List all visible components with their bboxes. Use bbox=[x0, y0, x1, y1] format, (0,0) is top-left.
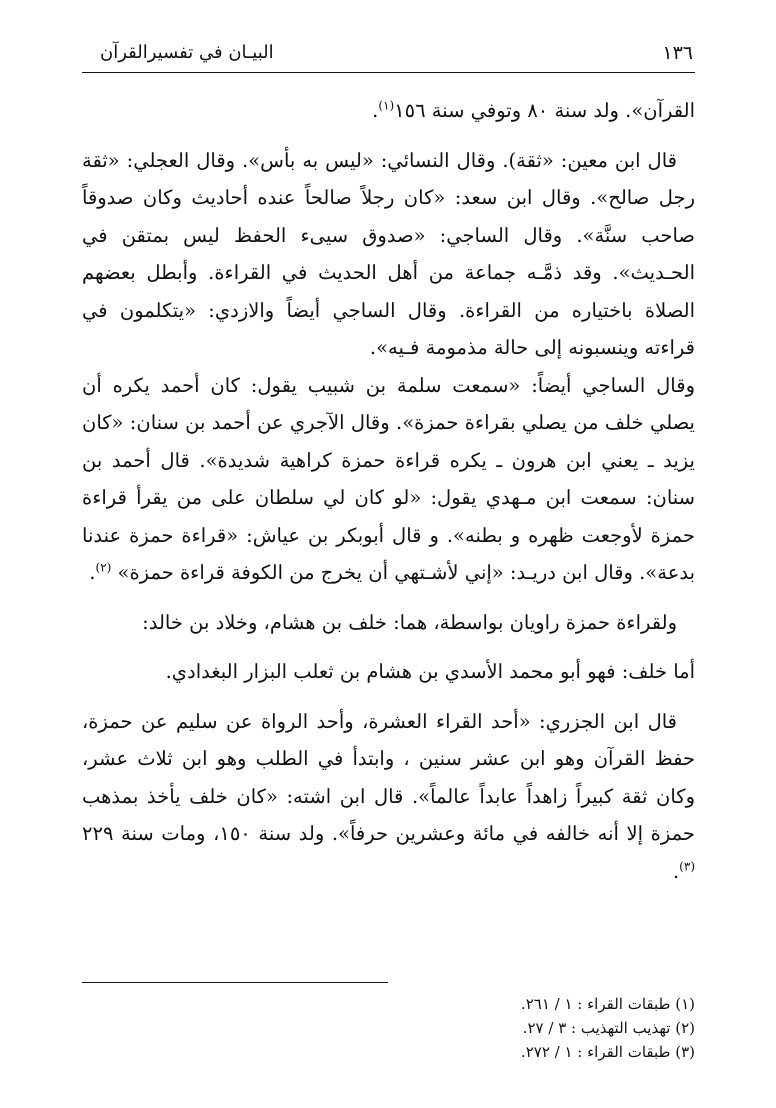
main-text bbox=[82, 92, 695, 890]
paragraph-1-text: القرآن». ولد سنة ٨٠ وتوفي سنة ١٥٦ bbox=[394, 99, 695, 122]
footnote-separator bbox=[82, 982, 388, 983]
footnote-ref-2: (٢) bbox=[95, 560, 112, 575]
paragraph-2-text: قال ابن معين: «ثقة). وقال النسائي: «ليس به بأس». وقال العجلي: «ثقة رجل صالح». وقال ابن سعد: «كان رجلاً صالحاً عنده أحاديث وكان صدوقاً صاحب سنَّة». وقال الساجي: «صدوق سيىء الحفظ ليس بمتقن في الحـديث». وقد ذمَّـه جماعة من أهل الحديث في القراءة. وأبطل بعضهم الصلاة باختياره من القراءة. وقال الساجي أيضاً والازدي: «يتكلمون في قراءته وينسبونه إلى حالة مذمومة فـيه». bbox=[82, 148, 695, 359]
footnotes bbox=[82, 992, 695, 1064]
running-head-title: البيـان في تفسيرالقرآن bbox=[100, 42, 274, 63]
footnote-2: (٢) تهذيب التهذيب : ٣ / ٢٧. bbox=[522, 1019, 695, 1037]
footnote-ref-1: (١) bbox=[378, 98, 395, 113]
paragraph-3-end: . bbox=[89, 561, 96, 584]
page-number: ١٣٦ bbox=[662, 42, 693, 64]
paragraph-6-end: . bbox=[672, 859, 680, 883]
paragraph-5 bbox=[82, 653, 695, 691]
paragraph-6 bbox=[82, 703, 695, 891]
paragraph-5-text: أما خلف: فهو أبو محمد الأسدي بن هشام بن ثعلب البزار البغدادي. bbox=[165, 660, 695, 683]
page-header bbox=[82, 36, 695, 73]
paragraph-3 bbox=[82, 367, 695, 592]
paragraph-1-end: . bbox=[372, 99, 379, 122]
footnote-1: (١) طبقات القراء : ١ / ٢٦١. bbox=[520, 995, 695, 1013]
paragraph-3-text: وقال الساجي أيضاً: «سمعت سلمة بن شبيب يقول: كان أحمد يكره أن يصلي خلف من يصلي بقراءة حمزة». وقال الآجري عن أحمد بن سنان: «كان يزيد ـ يعني ابن هرون ـ يكره قراءة حمزة كراهية شديدة». قال أحمد بن سنان: سمعت ابن مـهدي يقول: «لو كان لي سلطان على من يقرأ قراءة حمزة لأوجعت ظهره و بطنه». و قال أبوبكر بن عياش: «قراءة حمزة عندنا بدعة». وقال ابن دريـد: «إني لأشـتهي أن يخرج من الكوفة قراءة حمزة» bbox=[82, 373, 695, 584]
footnote-ref-3: (٣) bbox=[679, 859, 695, 873]
paragraph-4 bbox=[82, 604, 695, 642]
paragraph-4-text: ولقراءة حمزة راويان بواسطة، هما: خلف بن هشام، وخلاد بن خالد: bbox=[142, 610, 677, 634]
paragraph-6-text: قال ابن الجزري: «أحد القراء العشرة، وأحد الرواة عن سليم عن حمزة، حفظ القرآن وهو ابن عشر سنين ، وابتدأ في الطلب وهو ابن ثلاث عشر، وكان ثقة كبيراً زاهداً عابداً عالماً». قال ابن اشته: «كان خلف يأخذ بمذهب حمزة إلا أنه خالفه في مائة وعشرين حرفاً». ولد سنة ١٥٠، ومات سنة ٢٢٩ bbox=[82, 709, 695, 845]
paragraph-1 bbox=[82, 92, 695, 130]
paragraph-2 bbox=[82, 142, 695, 367]
book-page bbox=[82, 36, 695, 1061]
footnote-3: (٣) طبقات القراء : ١ / ٢٧٢. bbox=[520, 1043, 695, 1061]
